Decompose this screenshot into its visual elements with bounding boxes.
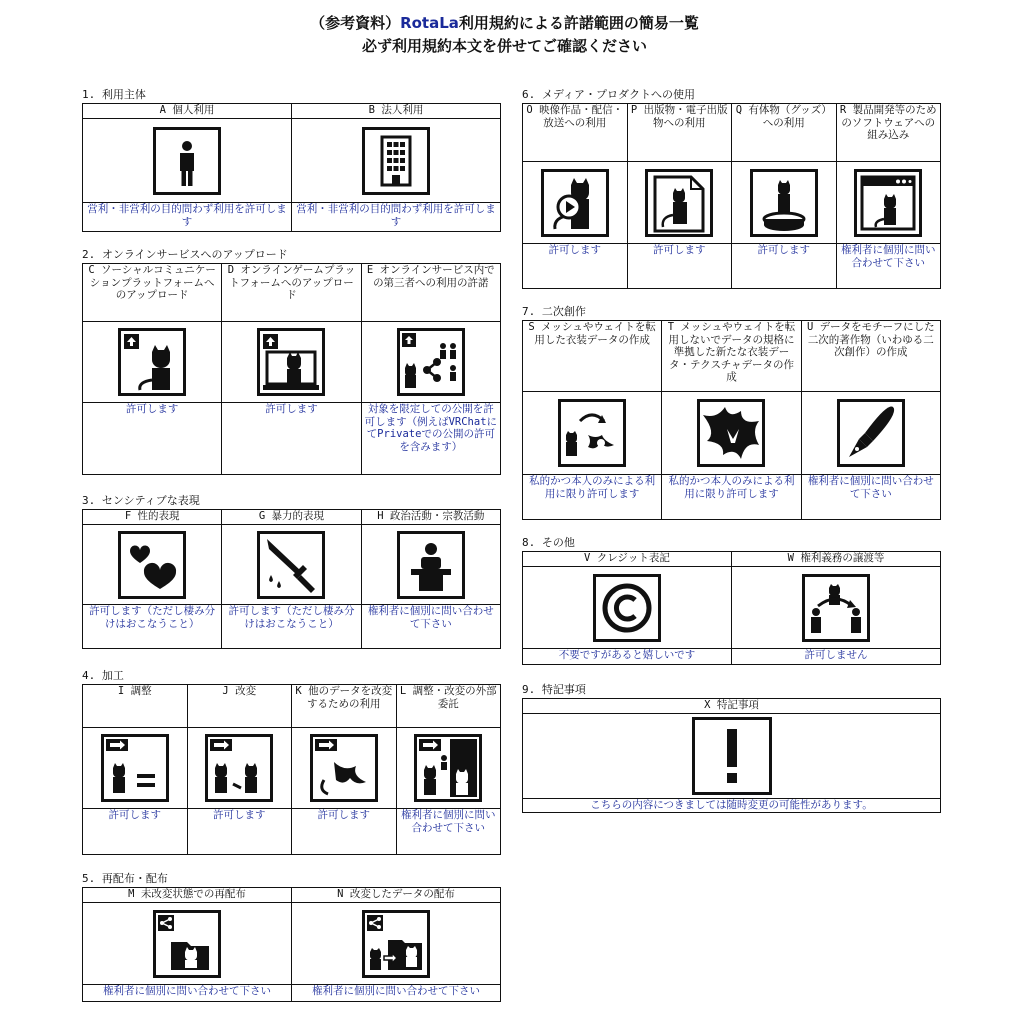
podium-icon <box>362 525 501 605</box>
item-label: L 調整・改変の外部委託 <box>397 685 502 728</box>
mesh-transfer-icon <box>523 392 662 475</box>
video-icon <box>523 162 628 244</box>
section-derivative <box>522 305 941 520</box>
item-result: 営利・非営利の目的問わず利用を許可します <box>83 203 292 232</box>
section-title: 2. オンラインサービスへのアップロード <box>82 248 288 261</box>
section-online-upload <box>82 248 501 475</box>
item-label: B 法人利用 <box>292 104 501 119</box>
item-label: F 性的表現 <box>83 510 222 525</box>
item-label: J 改変 <box>188 685 293 728</box>
item-label: W 権利義務の譲渡等 <box>732 552 941 567</box>
item-label: O 映像作品・配信・放送への利用 <box>523 104 628 162</box>
item-result: こちらの内容につきましては随時変更の可能性があります。 <box>523 799 941 813</box>
item-label: K 他のデータを改変するための利用 <box>292 685 397 728</box>
item-result: 権利者に個別に問い合わせて下さい <box>292 985 501 1002</box>
item-label: A 個人利用 <box>83 104 292 119</box>
item-result: 許可します <box>188 809 293 855</box>
item-result: 権利者に個別に問い合わせて下さい <box>362 605 501 649</box>
share-users-icon <box>362 322 501 403</box>
figure-icon <box>732 162 837 244</box>
item-label: P 出版物・電子出版物への利用 <box>628 104 733 162</box>
section-notes <box>522 683 941 813</box>
section-distribution <box>82 872 501 1002</box>
adjust-icon <box>83 728 188 809</box>
transfer-rights-icon <box>732 567 941 649</box>
hearts-icon <box>83 525 222 605</box>
outsource-icon <box>397 728 502 809</box>
item-result: 許可します（ただし棲み分けはおこなうこと） <box>83 605 222 649</box>
distribute-modified-icon <box>292 903 501 985</box>
item-result: 権利者に個別に問い合わせて下さい <box>837 244 942 289</box>
section-title: 4. 加工 <box>82 669 124 682</box>
item-label: X 特記事項 <box>523 699 941 714</box>
item-result: 営利・非営利の目的問わず利用を許可します <box>292 203 501 232</box>
section-title: 9. 特記事項 <box>522 683 586 696</box>
section-title: 6. メディア・プロダクトへの使用 <box>522 88 695 101</box>
knife-icon <box>222 525 361 605</box>
person-icon <box>83 119 292 203</box>
cloth-icon <box>662 392 801 475</box>
item-label: E オンラインサービス内での第三者への利用の許諾 <box>362 264 501 322</box>
item-result: 権利者に個別に問い合わせて下さい <box>83 985 292 1002</box>
item-label: Q 有体物（グッズ）への利用 <box>732 104 837 162</box>
section-processing <box>82 669 501 855</box>
title-suffix: 利用規約による許諾範囲の簡易一覧 <box>458 14 699 32</box>
item-label: T メッシュやウェイトを転用しないでデータの規格に準拠した新たな衣装データ・テクスチャデータの作成 <box>662 321 801 392</box>
publication-icon <box>628 162 733 244</box>
section-title: 5. 再配布・配布 <box>82 872 168 885</box>
item-label: D オンラインゲームプラットフォームへのアップロード <box>222 264 361 322</box>
modify-icon <box>188 728 293 809</box>
copyright-icon <box>523 567 732 649</box>
item-result: 許可します <box>83 403 222 475</box>
redistribute-icon <box>83 903 292 985</box>
upload-avatar-icon <box>83 322 222 403</box>
item-result: 許可します <box>628 244 733 289</box>
item-result: 許可しません <box>732 649 941 665</box>
item-label: N 改変したデータの配布 <box>292 888 501 903</box>
item-result: 権利者に個別に問い合わせて下さい <box>397 809 502 855</box>
section-title: 3. センシティブな表現 <box>82 494 200 507</box>
title-brand: RotaLa <box>400 14 459 32</box>
item-result: 許可します <box>523 244 628 289</box>
item-result: 許可します（ただし棲み分けはおこなうこと） <box>222 605 361 649</box>
parts-icon <box>292 728 397 809</box>
page-title <box>0 13 1009 33</box>
section-usage-subject <box>82 88 501 232</box>
item-label: R 製品開発等のためのソフトウェアへの組み込み <box>837 104 942 162</box>
item-label: G 暴力的表現 <box>222 510 361 525</box>
pen-icon <box>802 392 941 475</box>
item-label: I 調整 <box>83 685 188 728</box>
item-label: S メッシュやウェイトを転用した衣装データの作成 <box>523 321 662 392</box>
section-title: 8. その他 <box>522 536 575 549</box>
section-sensitive <box>82 494 501 649</box>
item-result: 許可します <box>732 244 837 289</box>
item-label: V クレジット表記 <box>523 552 732 567</box>
item-result: 私的かつ本人のみによる利用に限り許可します <box>523 475 662 520</box>
section-other <box>522 536 941 665</box>
item-result: 権利者に個別に問い合わせて下さい <box>802 475 941 520</box>
item-result: 許可します <box>83 809 188 855</box>
item-label: H 政治活動・宗教活動 <box>362 510 501 525</box>
item-result: 対象を限定しての公開を許可します（例えばVRChatにてPrivateでの公開の許可を含みます） <box>362 403 501 475</box>
building-icon <box>292 119 501 203</box>
item-label: C ソーシャルコミュニケーションプラットフォームへのアップロード <box>83 264 222 322</box>
exclamation-icon <box>523 714 941 799</box>
item-label: M 未改変状態での再配布 <box>83 888 292 903</box>
section-title: 1. 利用主体 <box>82 88 146 101</box>
item-result: 私的かつ本人のみによる利用に限り許可します <box>662 475 801 520</box>
section-media-products <box>522 88 941 289</box>
title-prefix: （参考資料） <box>310 14 401 32</box>
software-icon <box>837 162 942 244</box>
item-label: U データをモチーフにした二次的著作物（いわゆる二次創作）の作成 <box>802 321 941 392</box>
item-result: 不要ですがあると嬉しいです <box>523 649 732 665</box>
upload-game-icon <box>222 322 361 403</box>
item-result: 許可します <box>222 403 361 475</box>
section-title: 7. 二次創作 <box>522 305 586 318</box>
item-result: 許可します <box>292 809 397 855</box>
page-subtitle: 必ず利用規約本文を併せてご確認ください <box>361 37 647 55</box>
